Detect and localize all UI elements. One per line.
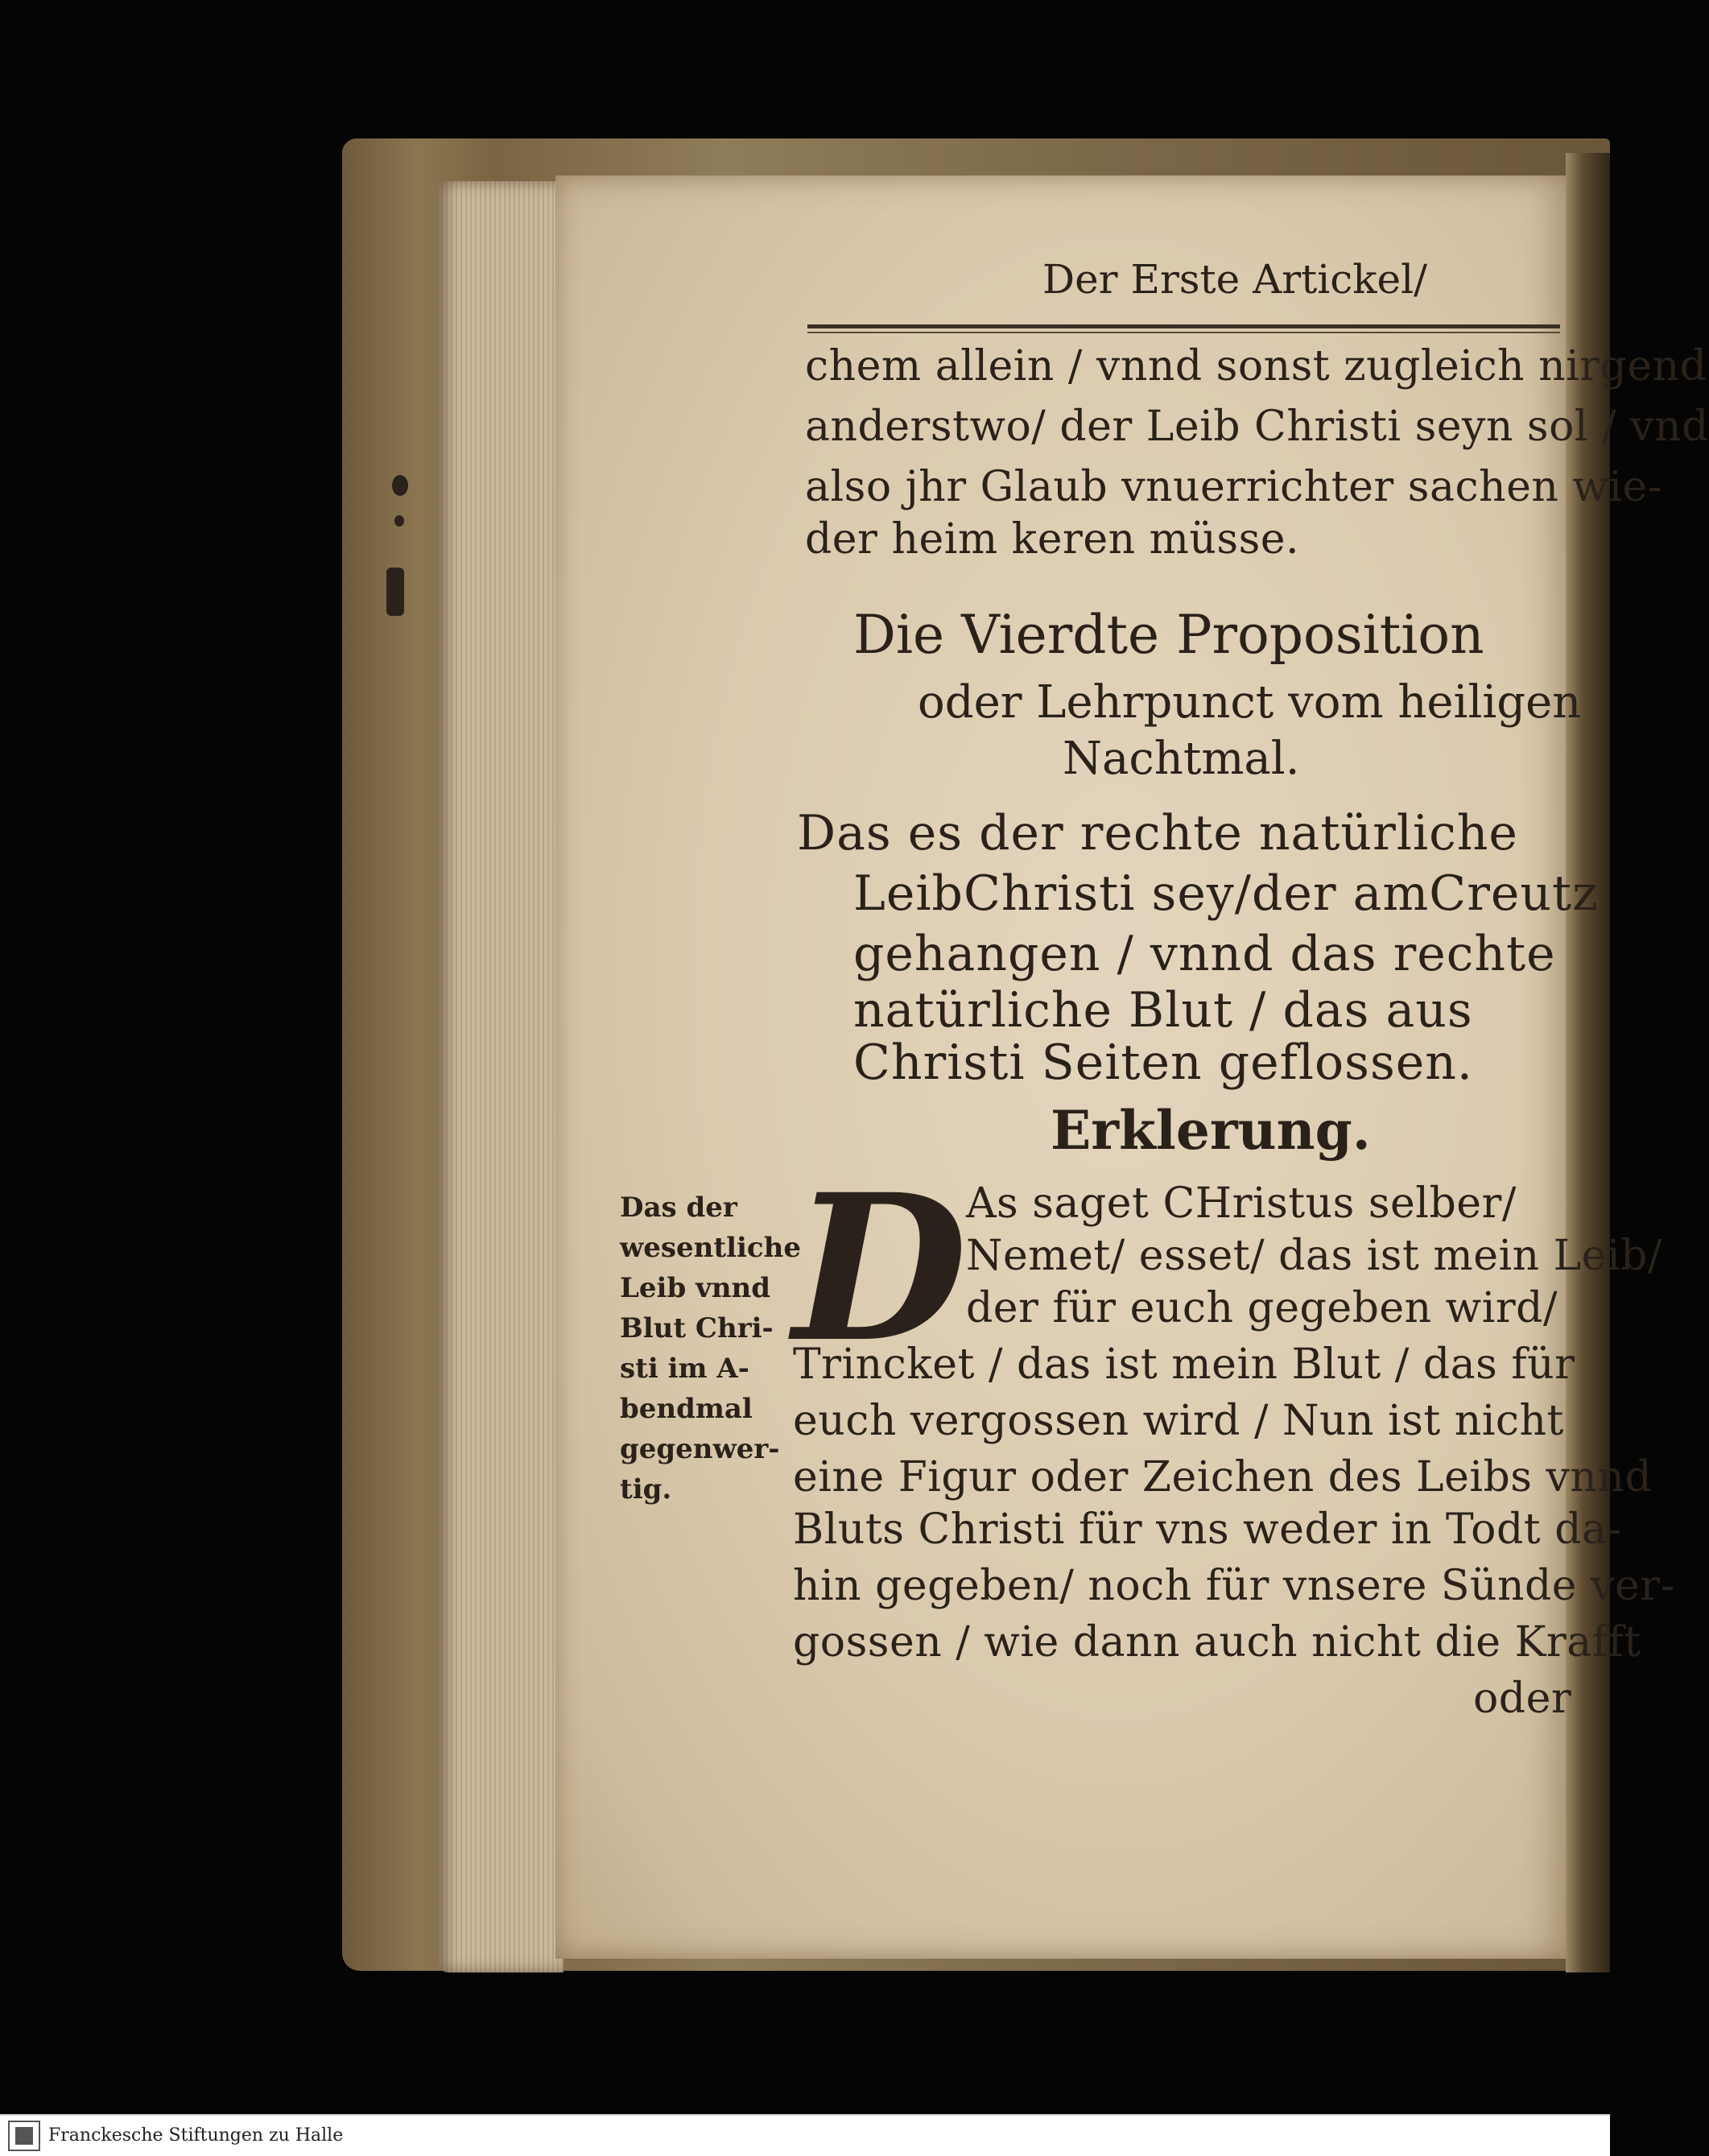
- proposition-line: gehangen / vnnd das rechte: [853, 926, 1556, 982]
- text-line: also jhr Glaub vnuerrichter sachen wie-: [805, 463, 1662, 511]
- section-heading: oder Lehrpunct vom heiligen: [918, 676, 1582, 729]
- proposition-line: Christi Seiten geflossen.: [853, 1035, 1473, 1091]
- cover-mark: [394, 515, 404, 527]
- text-line: euch vergossen wird / Nun ist nicht: [793, 1397, 1564, 1445]
- margin-note-line: bendmal: [620, 1393, 753, 1425]
- proposition-line: LeibChristi sey/der amCreutz: [853, 865, 1599, 922]
- text-line: der für euch gegeben wird/: [966, 1284, 1558, 1332]
- text-line: hin gegeben/ noch für vnsere Sünde ver-: [793, 1562, 1675, 1610]
- text-line: Nemet/ esset/ das ist mein Leib/: [966, 1232, 1662, 1280]
- text-line: gossen / wie dann auch nicht die Krafft: [793, 1618, 1641, 1667]
- margin-note-line: Leib vnnd: [620, 1272, 771, 1304]
- section-heading: Nachtmal.: [1063, 733, 1300, 785]
- proposition-line: Das es der rechte natürliche: [797, 805, 1518, 861]
- text-line: Trincket / das ist mein Blut / das für: [793, 1340, 1575, 1389]
- viewer-footer: [0, 2114, 1610, 2156]
- logo-mark: [15, 2127, 33, 2145]
- text-line: Bluts Christi für vns weder in Todt da-: [793, 1505, 1622, 1554]
- margin-note-line: gegenwer-: [620, 1433, 780, 1465]
- margin-note-line: Das der: [620, 1192, 737, 1224]
- text-line: anderstwo/ der Leib Christi seyn sol / vnd: [805, 403, 1709, 451]
- proposition-line: natürliche Blut / das aus: [853, 982, 1473, 1039]
- text-line: der heim keren müsse.: [805, 515, 1300, 564]
- institution-name: Franckesche Stiftungen zu Halle: [48, 2125, 344, 2146]
- header-rule: [807, 324, 1560, 328]
- running-head: Der Erste Artickel/: [1042, 256, 1427, 303]
- text-line: eine Figur oder Zeichen des Leibs vnnd: [793, 1453, 1653, 1501]
- text-line: As saget CHristus selber/: [966, 1179, 1517, 1228]
- margin-note-line: wesentliche: [620, 1232, 801, 1264]
- subheading: Erklerung.: [1051, 1099, 1371, 1162]
- page-edges: [439, 181, 563, 1972]
- cover-mark: [392, 475, 408, 496]
- drop-cap-initial: D: [793, 1150, 968, 1386]
- margin-note-line: sti im A-: [620, 1353, 749, 1385]
- header-rule-thin: [807, 332, 1560, 333]
- margin-note-line: tig.: [620, 1473, 672, 1505]
- text-line: chem allein / vnnd sonst zugleich nirgend: [805, 342, 1707, 390]
- franckesche-stiftungen-logo-icon[interactable]: [8, 2121, 40, 2151]
- catchword: oder: [1473, 1675, 1572, 1723]
- margin-note-line: Blut Chri-: [620, 1312, 774, 1344]
- section-heading: Die Vierdte Proposition: [853, 604, 1484, 666]
- cover-mark: [386, 568, 404, 616]
